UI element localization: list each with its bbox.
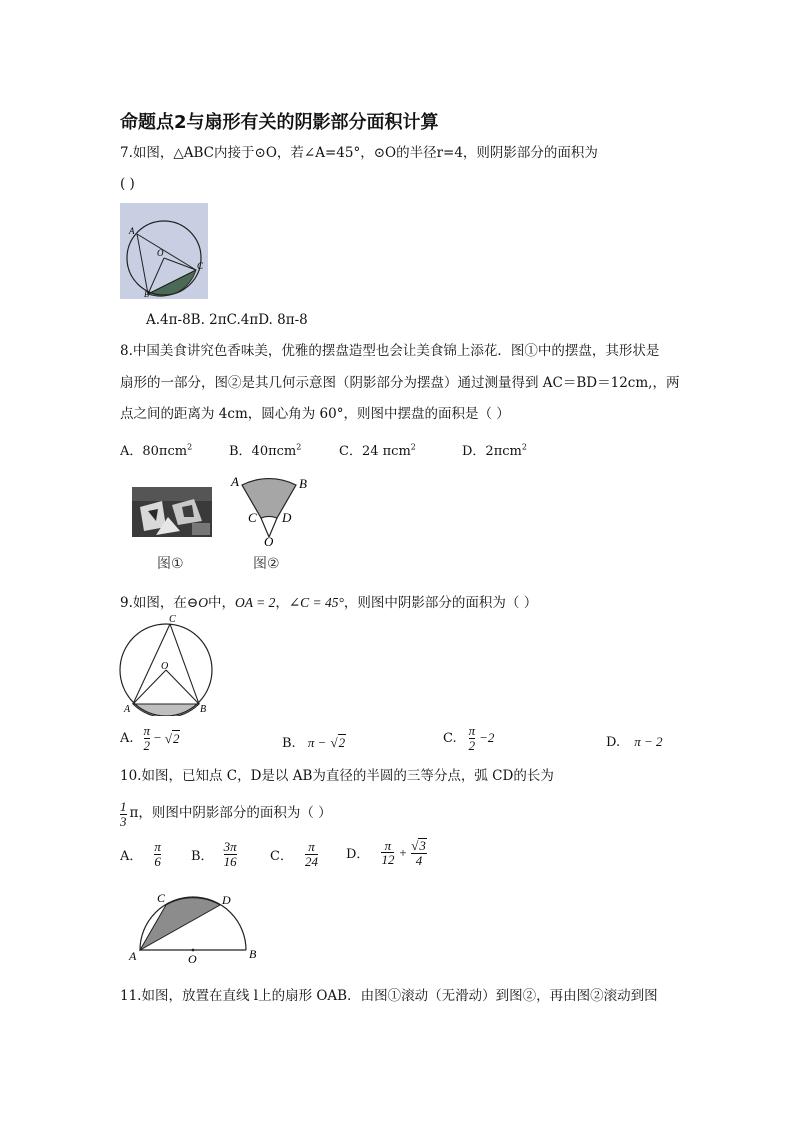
q10-label-c: C [157, 891, 166, 905]
q8-option-c [339, 440, 416, 459]
q11-text: 11.如图，放置在直线 l上的扇形 OAB．由图①滚动（无滑动）到图②，再由图②滚动到图 [120, 988, 658, 1004]
q10-option-b-num: 3π [223, 839, 237, 854]
q9-label-c: C [169, 614, 176, 625]
q8-line3: 点之间的距离为 4cm，圆心角为 60°，则图中摆盘的面积是（ ） [120, 406, 510, 422]
q7-label-o: O [157, 248, 164, 258]
q8-label-c: C [248, 510, 257, 525]
q10-option-d-plus: + [398, 844, 408, 860]
q9-mid: 中， [207, 595, 235, 611]
q10-center-dot [192, 949, 195, 952]
q9-text [120, 596, 537, 611]
q9-option-a-num: π [143, 723, 151, 738]
q8-label-o: O [264, 534, 274, 546]
q10-option-d-frac2 [411, 838, 427, 867]
q7-figure [120, 203, 208, 299]
q8-photo-svg [132, 487, 212, 537]
section-title: 命题点2与扇形有关的阴影部分面积计算 [120, 112, 439, 133]
q10-option-c-num: π [308, 839, 315, 854]
q9-option-a [120, 724, 180, 752]
q10-figure-svg [126, 888, 266, 964]
q9-line-oa [133, 670, 166, 704]
q8-sector-figure [226, 470, 316, 546]
q8-option-c-sup: 2 [410, 442, 416, 452]
q9-option-c-minus: −2 [479, 730, 495, 746]
q8-option-c-text: C．24 πcm [339, 444, 411, 459]
q10-figure [126, 888, 266, 964]
q8-option-a-text: A．80πcm [120, 444, 188, 459]
q10-line2-wrap [120, 800, 332, 828]
q10-option-b-den: 16 [223, 853, 237, 869]
q9-angle: ∠C = 45° [288, 595, 344, 610]
q8-fig2-caption: 图② [253, 556, 280, 572]
q10-option-d-sqrt-arg: 3 [419, 838, 426, 853]
q8-option-d-text: D．2πcm [462, 444, 522, 459]
q10-option-d-label: D． [346, 847, 370, 863]
q8-photo-figure [132, 487, 212, 537]
q9-oa: OA = 2 [234, 595, 276, 610]
q10-label-o: O [188, 952, 197, 964]
q9-option-d-label: D. [606, 735, 621, 750]
q8-option-d [462, 440, 527, 459]
q10-option-d-den1: 12 [381, 852, 395, 868]
q10-option-c-frac [305, 840, 318, 868]
q10-option-d-frac1 [381, 839, 394, 867]
q9-option-b-label: B. [282, 736, 296, 751]
q9-label-o: O [161, 661, 169, 672]
q9-option-a-label: A. [120, 730, 134, 746]
q10-frac-num: 1 [120, 799, 127, 814]
q10-frac-den: 3 [120, 813, 127, 829]
q9-option-b-sqrt: √2 [330, 735, 346, 750]
q8-label-a: A [231, 474, 239, 489]
q9-circle-o: ⊖O [186, 595, 208, 610]
q9-comma: ， [275, 595, 289, 611]
q9-suffix: ，则图中阴影部分的面积为（ ） [343, 595, 538, 611]
q9-figure [119, 612, 215, 716]
q10-option-a [120, 840, 161, 868]
q7-text: 7.如图，△ABC内接于⊙O，若∠A=45°，⊙O的半径r=4，则阴影部分的面积为 [120, 145, 598, 161]
q9-label-a: A [124, 704, 131, 715]
q8-option-a-sup: 2 [187, 442, 193, 452]
q8-option-d-sup: 2 [521, 442, 527, 452]
q10-label-b: B [249, 947, 257, 961]
q7-label-a: A [129, 226, 135, 236]
q9-line-cb [170, 624, 199, 704]
q9-option-c-den: 2 [468, 737, 476, 753]
q10-option-a-label: A． [120, 848, 143, 864]
q10-option-d-den2: 4 [415, 852, 423, 868]
q8-line2: 扇形的一部分，图②是其几何示意图（阴影部分为摆盘）通过测量得到 AC＝BD＝12cm,，两 [120, 375, 680, 391]
q9-option-b-sqrt-arg: 2 [338, 735, 346, 750]
q9-option-a-sqrt: √2 [164, 730, 180, 746]
q9-option-a-frac [144, 724, 151, 752]
q9-prefix: 9.如图，在 [120, 595, 187, 611]
q9-option-d-expr: π − 2 [634, 734, 663, 749]
q8-option-a [120, 440, 192, 459]
q10-option-a-den: 6 [154, 853, 161, 869]
q9-line-ob [166, 670, 199, 704]
q9-option-c-num: π [468, 723, 476, 738]
q10-label-a: A [129, 949, 137, 963]
q8-fig1-caption: 图① [157, 556, 184, 572]
q10-option-b-label: B． [191, 848, 214, 864]
q9-figure-svg [119, 612, 215, 716]
q9-option-d [606, 734, 663, 750]
q7-label-b: B [144, 290, 149, 299]
q10-option-d [346, 838, 427, 867]
q10-label-d: D [222, 893, 231, 907]
q10-line1: 10.如图，已知点 C，D是以 AB为直径的半圆的三等分点，弧 CD的长为 [120, 768, 554, 784]
q9-option-c [443, 724, 494, 752]
q10-frac [120, 800, 127, 828]
q10-option-d-num2: √3 [411, 838, 426, 853]
q10-option-c [270, 840, 318, 868]
q10-option-c-den: 24 [304, 853, 318, 869]
q7-figure-svg [120, 203, 208, 299]
q7-options: A.4π-8B. 2πC.4πD. 8π-8 [146, 312, 308, 328]
q9-label-b: B [200, 704, 207, 715]
q9-option-a-den: 2 [143, 737, 151, 753]
q10-option-b-frac [224, 840, 237, 868]
q10-option-a-frac [154, 840, 161, 868]
q7-bracket: ( ) [120, 176, 135, 192]
q9-option-c-label: C. [443, 730, 457, 746]
q9-option-c-frac [469, 724, 476, 752]
q9-option-a-minus: − [153, 730, 162, 746]
q8-sector-svg [226, 470, 316, 546]
q10-option-a-num: π [154, 839, 161, 854]
q7-label-c: C [197, 261, 204, 271]
q8-option-b-sup: 2 [296, 442, 302, 452]
q10-line2: π，则图中阴影部分的面积为（ ） [129, 805, 332, 822]
q10-option-b [191, 840, 237, 868]
q10-option-c-label: C． [270, 848, 293, 864]
q8-line1: 8.中国美食讲究色香味美，优雅的摆盘造型也会让美食锦上添花．图①中的摆盘，其形状是 [120, 343, 660, 359]
q10-shaded-region [140, 898, 220, 950]
q9-option-b-expr: π − [307, 735, 327, 750]
q8-option-b-text: B．40πcm [229, 444, 297, 459]
q10-option-d-num1: π [384, 837, 392, 853]
q9-option-b [282, 734, 346, 751]
q9-option-a-sqrt-arg: 2 [172, 730, 180, 746]
q8-label-b: B [299, 476, 307, 491]
q8-label-d: D [282, 510, 292, 525]
q8-option-b [229, 440, 301, 459]
